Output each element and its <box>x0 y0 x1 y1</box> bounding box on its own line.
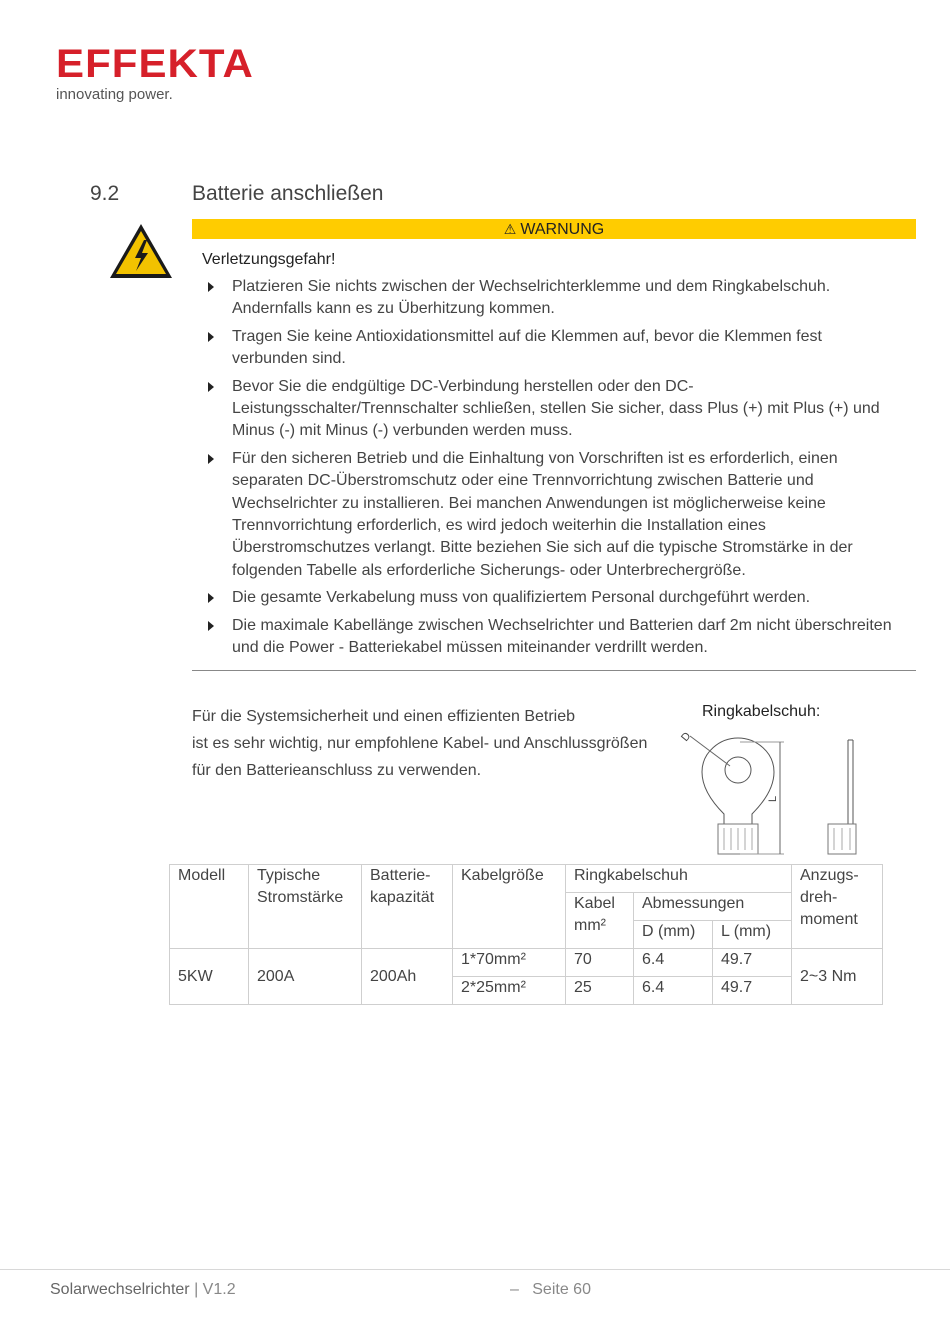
bullet-arrow-icon <box>208 382 214 392</box>
footer-divider <box>0 1269 950 1270</box>
dimension-label-d: D <box>679 730 694 744</box>
cell-cable-mm2: 70 <box>566 949 634 977</box>
list-item-text: Die gesamte Verkabelung muss von qualifiziertem Personal durchgeführt werden. <box>232 589 811 607</box>
intro-paragraph <box>192 703 692 784</box>
cell-cable-size: 2*25mm² <box>453 977 566 1005</box>
list-item <box>206 326 896 371</box>
table-row <box>170 949 883 977</box>
th-kabel-mm2 <box>566 893 634 949</box>
th-d-mm: D (mm) <box>634 921 713 949</box>
list-item-text: Bevor Sie die endgültige DC-Verbindung herstellen oder den DC-Leistungsschalter/Trennschalter schließen, stellen Sie sicher, dass Plus (+) mit Plus (+) und Minus (-) mit Minus (-) verbunden werden muss. <box>232 377 880 440</box>
th-line: dreh- <box>800 889 838 906</box>
th-anzugsdrehmoment <box>792 865 883 949</box>
footer-page-info <box>510 1281 591 1299</box>
bullet-arrow-icon <box>208 593 214 603</box>
footer-doc-info <box>50 1281 236 1299</box>
footer-separator: | <box>194 1281 199 1298</box>
warning-banner <box>192 219 916 239</box>
cell-current: 200A <box>249 949 362 1005</box>
logo-tagline: innovating power. <box>56 86 173 103</box>
ring-terminal-title: Ringkabelschuh: <box>702 703 821 720</box>
cell-cable-size: 1*70mm² <box>453 949 566 977</box>
section-number: 9.2 <box>90 182 120 205</box>
warning-heading: Verletzungsgefahr! <box>202 251 336 268</box>
cell-d: 6.4 <box>634 977 713 1005</box>
section-divider <box>192 670 916 671</box>
th-kabelgroesse: Kabelgröße <box>453 865 566 949</box>
intro-line: Für die Systemsicherheit und einen effizienten Betrieb <box>192 708 576 725</box>
th-ringkabelschuh: Ringkabelschuh <box>566 865 792 893</box>
dimension-label-l: L <box>767 795 779 802</box>
list-item <box>206 587 896 609</box>
cell-l: 49.7 <box>713 977 792 1005</box>
warning-list <box>206 276 896 665</box>
th-line: moment <box>800 911 858 928</box>
list-item <box>206 376 896 443</box>
bullet-arrow-icon <box>208 621 214 631</box>
th-modell: Modell <box>170 865 249 949</box>
ring-terminal-diagram <box>676 728 866 864</box>
th-line: Stromstärke <box>257 889 344 906</box>
intro-line: ist es sehr wichtig, nur empfohlene Kabel- und Anschlussgrößen <box>192 735 648 752</box>
section-title: Batterie anschließen <box>192 182 384 205</box>
list-item-text: Die maximale Kabellänge zwischen Wechselrichter und Batterien darf 2m nicht überschreiten und die Power - Batteriekabel müssen miteinander verdrillt werden. <box>232 616 892 657</box>
th-typische-stromstaerke <box>249 865 362 949</box>
th-line: Batterie- <box>370 867 431 884</box>
th-l-mm: L (mm) <box>713 921 792 949</box>
list-item <box>206 276 896 321</box>
cell-l: 49.7 <box>713 949 792 977</box>
list-item <box>206 448 896 582</box>
th-abmessungen: Abmessungen <box>634 893 792 921</box>
high-voltage-warning-icon <box>108 222 174 280</box>
bullet-arrow-icon <box>208 282 214 292</box>
th-line: Kabel <box>574 895 615 912</box>
cell-capacity: 200Ah <box>362 949 453 1005</box>
list-item-text: Tragen Sie keine Antioxidationsmittel auf die Klemmen auf, bevor die Klemmen fest verbunden sind. <box>232 327 822 368</box>
footer-version: V1.2 <box>202 1281 236 1298</box>
footer-page-dash: – <box>510 1281 519 1298</box>
cell-d: 6.4 <box>634 949 713 977</box>
cell-cable-mm2: 25 <box>566 977 634 1005</box>
bullet-arrow-icon <box>208 454 214 464</box>
list-item <box>206 615 896 660</box>
footer-page-number: Seite 60 <box>532 1281 591 1298</box>
th-line: mm² <box>574 917 606 934</box>
cell-model: 5KW <box>170 949 249 1005</box>
footer-doc-title: Solarwechselrichter <box>50 1281 190 1298</box>
intro-line: für den Batterieanschluss zu verwenden. <box>192 762 482 779</box>
table-header-row <box>170 865 883 893</box>
effekta-logo <box>56 42 254 103</box>
logo-wordmark: EFFEKTA <box>56 42 254 86</box>
cable-spec-table <box>169 864 883 1005</box>
th-line: Anzugs- <box>800 867 859 884</box>
th-line: Typische <box>257 867 321 884</box>
th-line: kapazität <box>370 889 435 906</box>
list-item-text: Für den sicheren Betrieb und die Einhaltung von Vorschriften ist es erforderlich, einen separaten DC-Überstromschutz oder eine Trennvorrichtung zwischen Batterie und Wechselrichter zu installieren. Bei manchen Anwendungen ist möglicherweise keine Trennvorrichtung erforderlich, es wird jedoch weiterhin die Installation eines Überstromschutzes verlangt. Bitte beziehen Sie sich auf die typische Stromstärke in der folgenden Tabelle als erforderliche Sicherungs- oder Unterbrechergröße. <box>232 449 853 579</box>
warning-triangle-icon: ⚠ <box>503 221 517 237</box>
warning-label: WARNUNG <box>520 221 605 238</box>
list-item-text: Platzieren Sie nichts zwischen der Wechselrichterklemme und dem Ringkabelschuh. Andernfalls kann es zu Überhitzung kommen. <box>232 278 831 318</box>
bullet-arrow-icon <box>208 332 214 342</box>
th-batteriekapazitaet <box>362 865 453 949</box>
cell-torque: 2~3 Nm <box>792 949 883 1005</box>
